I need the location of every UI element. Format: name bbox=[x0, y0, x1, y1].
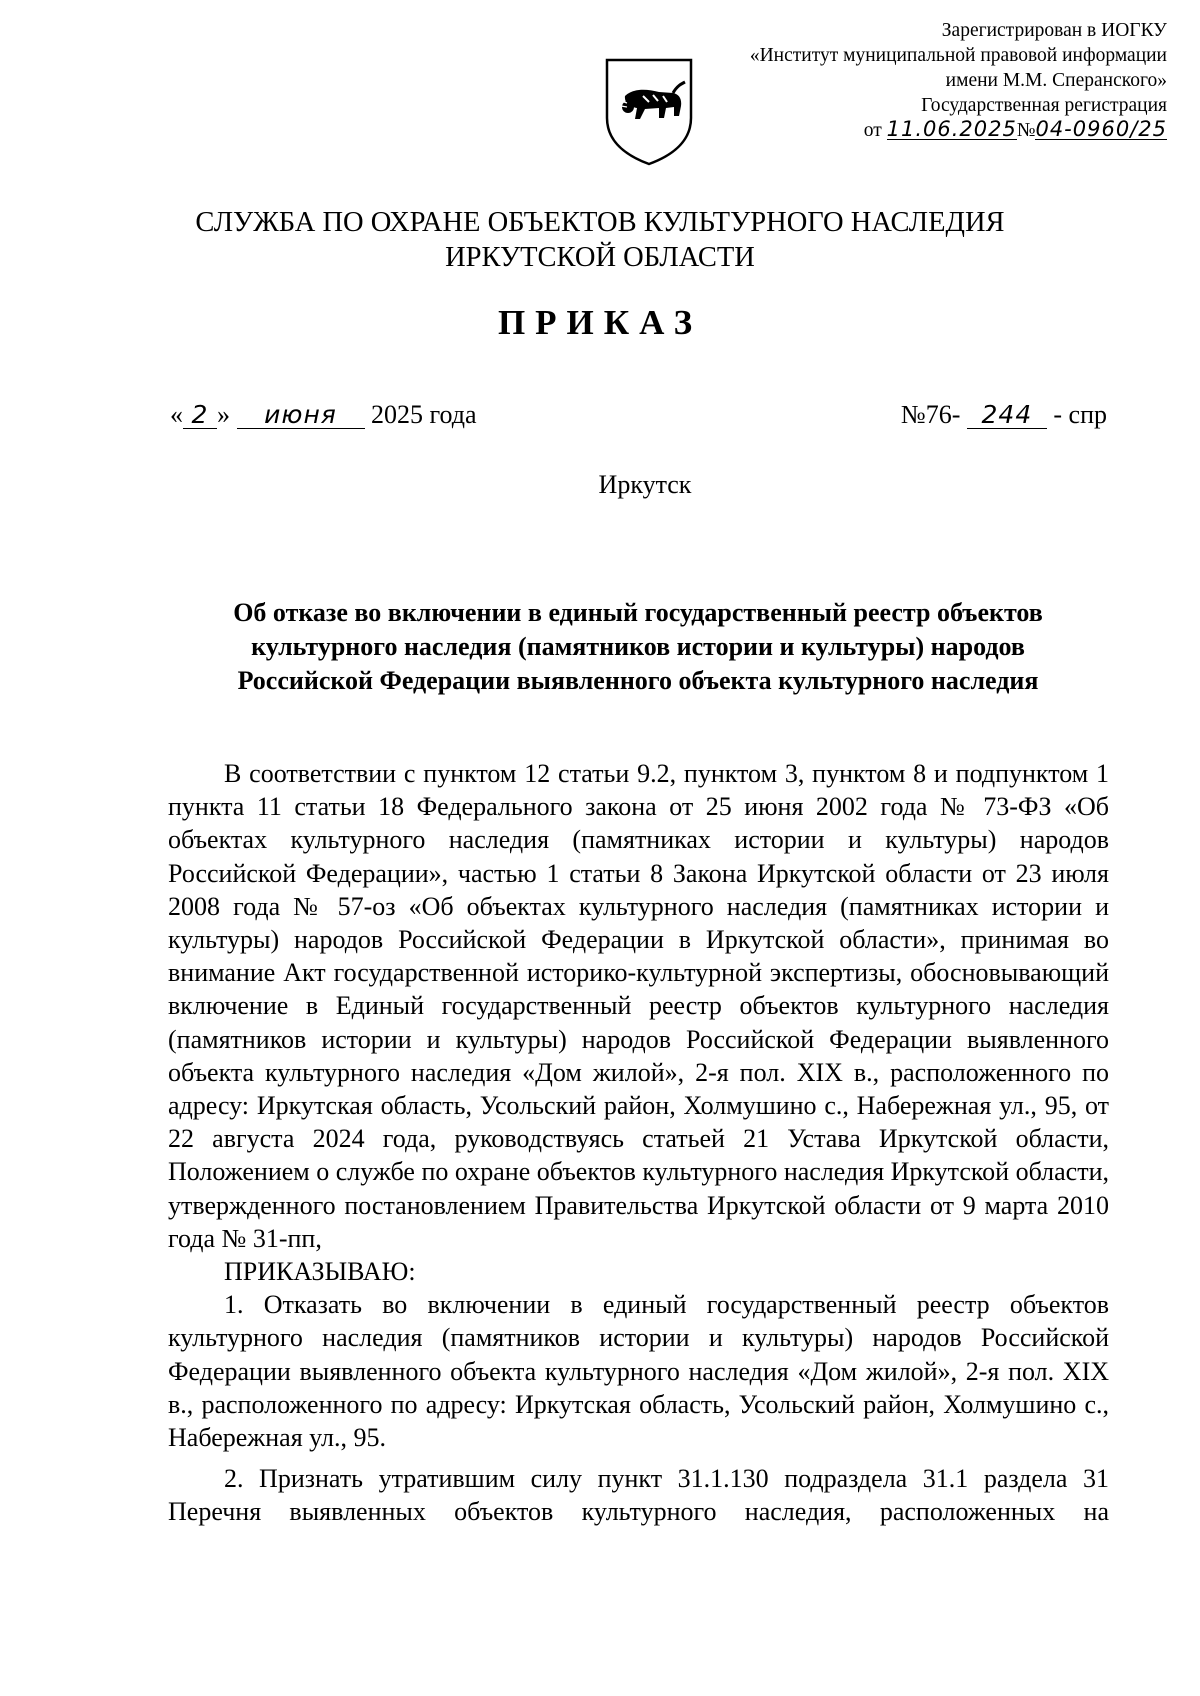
registration-line-4: Государственная регистрация bbox=[921, 95, 1167, 116]
babr-beast-icon bbox=[621, 82, 685, 119]
order-number bbox=[901, 400, 1107, 430]
order-subject-line-2: культурного наследия (памятников истории и культуры) народов bbox=[251, 632, 1025, 661]
order-number-prefix: №76- bbox=[900, 400, 961, 429]
agency-name-line-2: ИРКУТСКОЙ ОБЛАСТИ bbox=[445, 242, 755, 273]
preamble-paragraph: В соответствии с пунктом 12 статьи 9.2, пунктом 3, пунктом 8 и подпунктом 1 пункта 11 статьи 18 Федерального закона от 25 июня 2002 года № 73-ФЗ «Об объектах культурного наследия (памятниках истории и культуры) народов Российской Федерации», частью 1 статьи 8 Закона Иркутской области от 23 июля 2008 года № 57-оз «Об объектах культурного наследия (памятниках истории и культуры) народов Российской Федерации в Иркутской области», принимая во внимание Акт государственной историко-культурной экспертизы, обосновывающий включение в Единый государственный реестр объектов культурного наследия (памятников истории и культуры) народов Российской Федерации выявленного объекта культурного наследия «Дом жилой», 2-я пол. XIX в., расположенного по адресу: Иркутская область, Усольский район, Холмушино с., Набережная ул., 95, от 22 августа 2024 года, руководствуясь статьей 21 Устава Иркутской области, Положением о службе по охране объектов культурного наследия Иркутской области, утвержденного постановлением Правительства Иркутской области от 9 марта 2010 года № 31-пп, bbox=[168, 759, 1109, 1253]
order-number-suffix: - спр bbox=[1053, 400, 1107, 429]
order-subject-line-1: Об отказе во включении в единый государственный реестр объектов bbox=[233, 598, 1043, 627]
registration-number-handwritten: 04-0960/25 bbox=[1035, 117, 1167, 141]
order-body bbox=[168, 757, 1109, 1529]
registration-from-label: от bbox=[863, 120, 882, 141]
registration-line-1: Зарегистрирован в ИОГКУ bbox=[941, 20, 1167, 41]
date-day-handwritten: 2 bbox=[191, 400, 209, 429]
irkutsk-coat-of-arms-icon bbox=[603, 56, 695, 168]
date-open-quote: « bbox=[170, 400, 183, 429]
agency-name-line-1: СЛУЖБА ПО ОХРАНЕ ОБЪЕКТОВ КУЛЬТУРНОГО НАСЛЕДИЯ bbox=[195, 207, 1005, 238]
order-item-2: 2. Признать утратившим силу пункт 31.1.130 подраздела 31.1 раздела 31 Перечня выявленных объектов культурного наследия, расположенных на bbox=[168, 1464, 1109, 1527]
order-number-field bbox=[967, 402, 1047, 429]
registration-date-handwritten: 11.06.2025 bbox=[886, 117, 1017, 141]
date-month-field bbox=[237, 402, 365, 429]
registration-stamp bbox=[647, 18, 1167, 143]
registration-number-label: № bbox=[1016, 120, 1036, 141]
order-number-handwritten: 244 bbox=[981, 400, 1033, 429]
date-close-quote: » bbox=[217, 400, 230, 429]
agency-name bbox=[0, 205, 1200, 275]
registration-date-number-line bbox=[647, 118, 1167, 143]
date-year-text: 2025 года bbox=[371, 400, 477, 429]
city-name: Иркутск bbox=[598, 470, 692, 499]
order-item-1: 1. Отказать во включении в единый государственный реестр объектов культурного наследия (памятников истории и культуры) народов Российской Федерации выявленного объекта культурного наследия «Дом жилой», 2-я пол. XIX в., расположенного по адресу: Иркутская область, Усольский район, Холмушино с., Набережная ул., 95. bbox=[168, 1290, 1109, 1453]
order-subject-title bbox=[168, 596, 1108, 698]
order-subject-line-3: Российской Федерации выявленного объекта культурного наследия bbox=[237, 666, 1039, 695]
registration-line-3: имени М.М. Сперанского» bbox=[945, 70, 1167, 91]
registration-line-2: «Институт муниципальной правовой информации bbox=[749, 45, 1167, 66]
date-month-handwritten: июня bbox=[264, 400, 337, 429]
order-date bbox=[170, 400, 477, 430]
date-day-field bbox=[183, 402, 217, 429]
document-type-title: ПРИКАЗ bbox=[497, 303, 703, 342]
order-word: ПРИКАЗЫВАЮ: bbox=[224, 1257, 416, 1287]
